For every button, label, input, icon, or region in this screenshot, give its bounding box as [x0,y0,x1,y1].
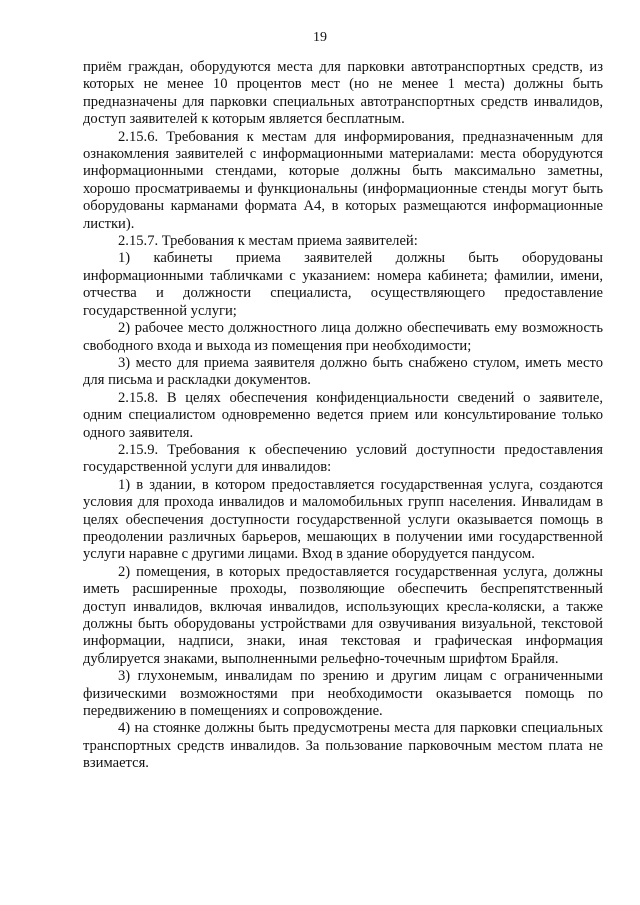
paragraph-2-15-7: 2.15.7. Требования к местам приема заявителей: [118,233,418,250]
list-item-2-15-7-1: 1) кабинеты приема заявителей должны быть оборудованы информационными табличками с указанием: номера кабинета; фамилии, имени, отчества и должности специалиста, осуществляющего предоставление государственной услуги; [83,250,603,319]
list-item-2-15-9-3: 3) глухонемым, инвалидам по зрению и другим лицам с ограниченными физическими возможностями при необходимости оказывается помощь по передвижению в помещениях и сопровождение. [83,668,603,720]
list-item-2-15-9-1: 1) в здании, в котором предоставляется государственная услуга, создаются условия для прохода инвалидов и маломобильных групп населения. Инвалидам в целях обеспечения доступности государственной услуги оказывается помощь в преодолении различных барьеров, мешающих в получении ими государственной услуги наравне с другими лицами. Вход в здание оборудуется пандусом. [83,476,603,563]
list-item-2-15-7-3: 3) место для приема заявителя должно быть снабжено стулом, иметь место для письма и раскладки документов. [83,354,603,389]
paragraph-2-15-8: 2.15.8. В целях обеспечения конфиденциальности сведений о заявителе, одним специалистом одновременно ведется прием или консультирование только одного заявителя. [83,389,603,441]
page-body [83,59,603,773]
paragraph-2-15-9: 2.15.9. Требования к обеспечению условий доступности предоставления государственной услуги для инвалидов: [83,441,603,476]
list-item-2-15-9-2: 2) помещения, в которых предоставляется государственная услуга, должны иметь расширенные проходы, позволяющие обеспечить беспрепятственный доступ инвалидов, включая инвалидов, использующих кресла-коляски, а также должны быть оборудованы устройствами для озвучивания визуальной, текстовой информации, надписи, знаки, иная текстовая и графическая информация дублируется знаками, выполненными рельефно-точечным шрифтом Брайля. [83,563,603,667]
paragraph-parking-continued: приём граждан, оборудуются места для парковки автотранспортных средств, из которых не менее 10 процентов мест (но не менее 1 места) должны быть предназначены для парковки специальных автотранспортных средств инвалидов, доступ заявителей к которым является бесплатным. [83,59,603,128]
paragraph-2-15-6: 2.15.6. Требования к местам для информирования, предназначенным для ознакомления заявителей с информационными материалами: места оборудуются информационными стендами, которые должны быть максимально заметны, хорошо просматриваемы и функциональны (информационные стенды могут быть оборудованы карманами формата А4, в которых размещаются информационные листки). [83,128,603,232]
page-number: 19 [313,30,327,45]
list-item-2-15-9-4: 4) на стоянке должны быть предусмотрены места для парковки специальных транспортных средств инвалидов. За пользование парковочным местом плата не взимается. [83,720,603,772]
list-item-2-15-7-2: 2) рабочее место должностного лица должно обеспечивать ему возможность свободного входа и выхода из помещения при необходимости; [83,320,603,354]
